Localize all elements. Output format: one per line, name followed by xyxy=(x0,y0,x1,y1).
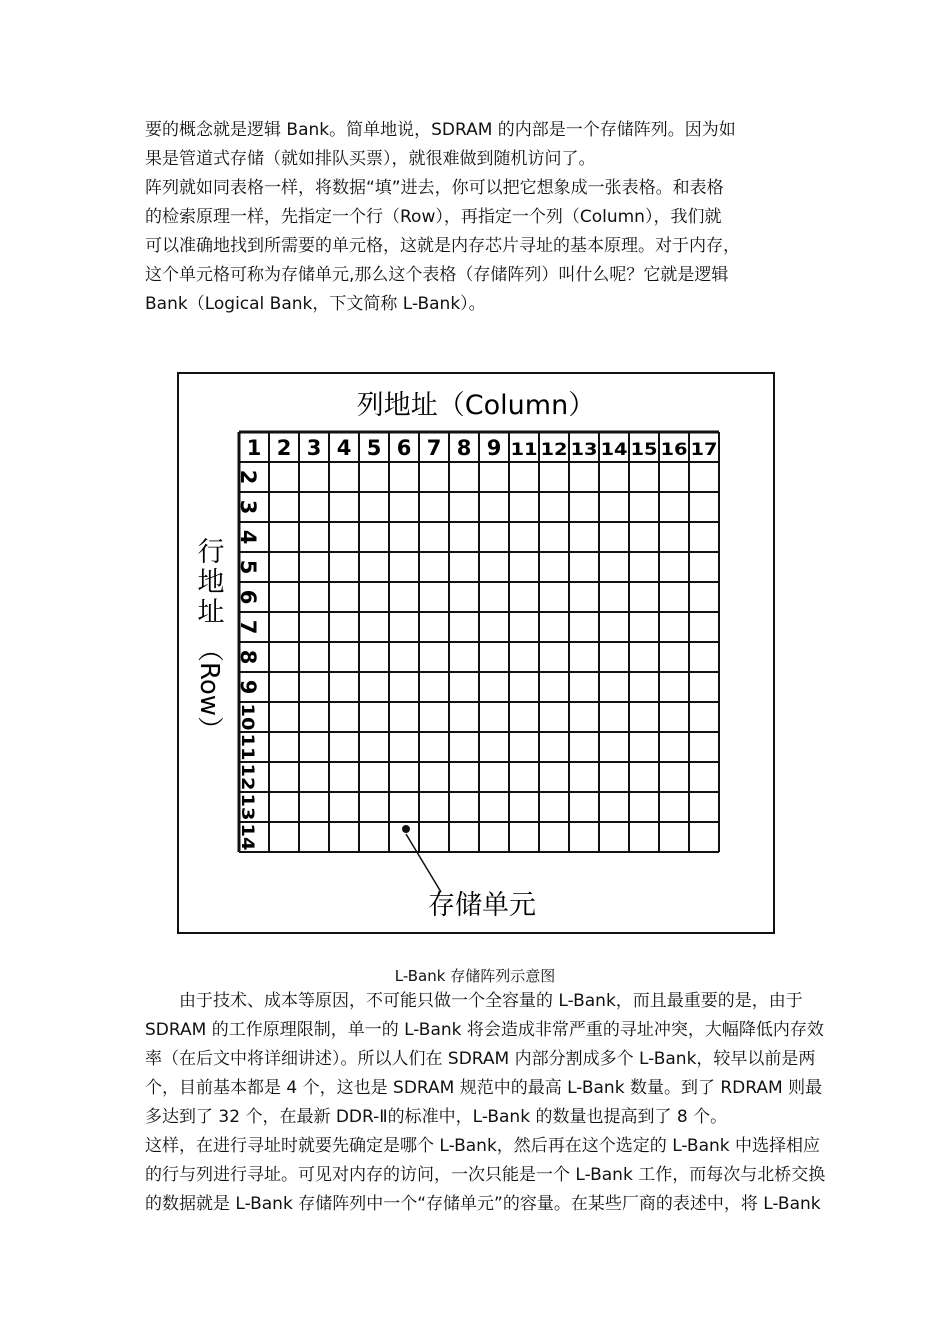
column-number: 11 xyxy=(510,440,538,460)
intro-line: Bank（Logical Bank，下文简称 L-Bank）。 xyxy=(145,294,486,314)
storage-cell-marker xyxy=(402,825,410,833)
column-number: 7 xyxy=(426,436,442,460)
row-number: 9 xyxy=(236,679,260,695)
grid-lines xyxy=(239,432,719,852)
row-number: 10 xyxy=(237,703,257,728)
body-line: 由于技术、成本等原因，不可能只做一个全容量的 L-Bank，而且最重要的是，由于 xyxy=(145,991,803,1011)
body-line: 的行与列进行寻址。可见对内存的访问，一次只能是一个 L-Bank 工作，而每次与北桥交换 xyxy=(145,1165,826,1185)
body-line: 这样，在进行寻址时就要先确定是哪个 L-Bank，然后再在这个选定的 L-Bank 中选择相应 xyxy=(145,1136,821,1156)
lbank-grid-diagram xyxy=(179,374,773,932)
lbank-array-figure xyxy=(177,372,775,934)
row-address-title xyxy=(194,537,225,742)
row-number: 14 xyxy=(237,823,257,848)
column-number: 14 xyxy=(600,440,628,460)
row-number: 7 xyxy=(236,619,260,635)
intro-paragraph xyxy=(145,116,815,319)
storage-cell-label: 存储单元 xyxy=(428,890,536,921)
column-number: 12 xyxy=(540,440,568,460)
row-number: 4 xyxy=(236,529,260,545)
intro-line: 的检索原理一样，先指定一个行（Row），再指定一个列（Column），我们就 xyxy=(145,207,722,227)
row-number: 11 xyxy=(237,733,257,758)
row-number: 13 xyxy=(237,793,257,818)
column-number: 13 xyxy=(570,440,598,460)
intro-line: 这个单元格可称为存储单元,那么这个表格（存储阵列）叫什么呢？它就是逻辑 xyxy=(145,265,729,285)
column-number: 9 xyxy=(486,436,502,460)
body-line: 率（在后文中将详细讲述）。所以人们在 SDRAM 内部分割成多个 L-Bank，较早以前是两 xyxy=(145,1049,816,1069)
intro-line: 果是管道式存储（就如排队买票），就很难做到随机访问了。 xyxy=(145,149,596,169)
figure-caption: L-Bank 存储阵列示意图 xyxy=(394,967,556,985)
body-line: 个，目前基本都是 4 个，这也是 SDRAM 规范中的最高 L-Bank 数量。到了 RDRAM 则最 xyxy=(145,1078,823,1098)
body-paragraph xyxy=(145,987,826,1219)
row-title-char: 地 xyxy=(197,567,225,598)
column-number: 6 xyxy=(396,436,412,460)
storage-cell-pointer xyxy=(406,834,441,892)
row-number: 2 xyxy=(236,469,260,485)
column-number: 3 xyxy=(306,436,322,460)
column-numbers xyxy=(247,436,718,460)
row-number: 3 xyxy=(236,499,260,515)
column-number: 15 xyxy=(630,440,658,460)
row-number: 12 xyxy=(237,763,257,788)
body-line: SDRAM 的工作原理限制，单一的 L-Bank 将会造成非常严重的寻址冲突，大幅降低内存效 xyxy=(145,1020,824,1040)
column-number: 2 xyxy=(276,436,292,460)
column-number: 16 xyxy=(660,440,688,460)
column-address-title: 列地址（Column） xyxy=(356,390,596,421)
row-number: 6 xyxy=(236,589,260,605)
row-title-char: 址 xyxy=(197,597,225,628)
column-number: 17 xyxy=(690,440,718,460)
column-number: 8 xyxy=(456,436,472,460)
body-line: 的数据就是 L-Bank 存储阵列中一个“存储单元”的容量。在某些厂商的表述中，将 L-Bank xyxy=(145,1194,821,1214)
row-title-char: 行 xyxy=(197,537,225,568)
intro-line: 阵列就如同表格一样，将数据“填”进去，你可以把它想象成一张表格。和表格 xyxy=(145,178,724,198)
intro-line: 可以准确地找到所需要的单元格，这就是内存芯片寻址的基本原理。对于内存， xyxy=(145,236,740,256)
row-title-latin: （Row） xyxy=(194,636,224,743)
column-number: 1 xyxy=(246,436,262,460)
row-number: 8 xyxy=(236,649,260,665)
column-number: 4 xyxy=(336,436,352,460)
row-number: 5 xyxy=(236,559,260,575)
body-line: 多达到了 32 个，在最新 DDR-Ⅱ的标准中，L-Bank 的数量也提高到了 8 个。 xyxy=(145,1107,728,1127)
intro-line: 要的概念就是逻辑 Bank。简单地说，SDRAM 的内部是一个存储阵列。因为如 xyxy=(145,120,736,140)
column-number: 5 xyxy=(366,436,382,460)
